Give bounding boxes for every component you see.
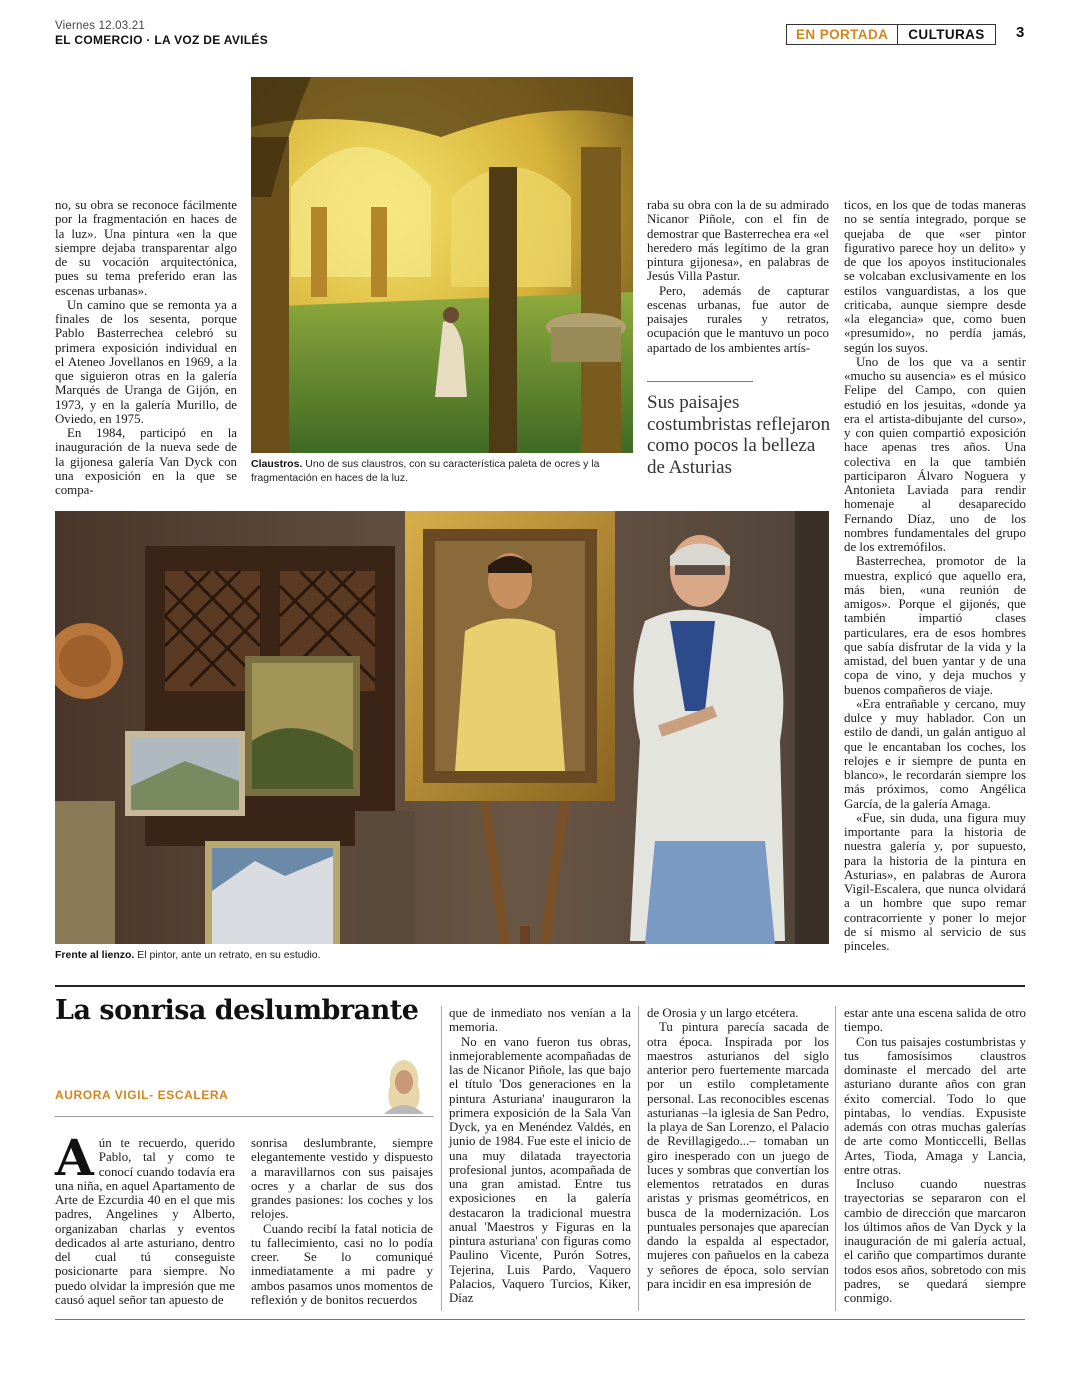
page-bottom-rule [55,1319,1025,1320]
cloister-caption-text: Uno de sus claustros, con su característica paleta de ocres y la fragmentación en haces de la luz. [251,458,600,484]
opinion-col2-paragraph: Cuando recibí la fatal noticia de tu fallecimiento, casi no lo podía creer. Se lo comuniqué inmediatamente a mi padre y ambos pasamos unos momentos de reflexión y de bonitos recuerdos [251,1221,433,1307]
main-article-col1 [55,198,237,497]
byline-rule [55,1116,433,1117]
opinion-col2 [251,1136,433,1307]
opinion-col3-paragraph: No en vano fueron tus obras, inmejorablemente acompañadas de las de Nicanor Piñole, las que bajo el título 'Dos generaciones en la pintura Asturiana' inauguraron la primera exposición de la Sala Van Dyck, ya en Menéndez Valdés, en junio de 1984. Fue este el inicio de una muy dilatada trayectoria profesional juntos, acompañada de una gran amistad. Entre tus exposiciones en la galería destacaron la tradicional muestra anual 'Maestros y Figuras en la pintura asturiana' con figuras como Paulino Vicente, Purón Sotres, Tejerina, Luis Pardo, Vaquero Palacios, Vaquero Turcios, Kiker, Díaz [449,1034,631,1305]
pull-quote: Sus paisajes costumbristas reflejaron como pocos la belleza de Asturias [647,392,831,478]
section-tabs [786,24,996,45]
studio-photo [55,511,829,944]
section-en-portada[interactable]: EN PORTADA [787,25,898,44]
opinion-col2-paragraph: sonrisa deslumbrante, siempre elegantemente vestido y dispuesto a maravillarnos con sus paisajes ocres y a charlar de sus dos grandes pasiones: los coches y los relojes. [251,1136,433,1222]
col1-paragraph: En 1984, participó en la inauguración de la nueva sede de la gijonesa galería Van Dyck con una exposición en la que se compa- [55,426,237,497]
col4-paragraph: Uno de los que va a sentir «mucho su ausencia» es el músico Felipe del Campo, con quien estudió en los jesuitas, «donde ya era el artista-dibujante del curso», y con quien compartió exposición hace apenas tres años. Una colectiva en la que también participaron Álvaro Noguera y Antonieta Laviada para rendir homenaje al desaparecido Fernando Díaz, uno de los nombres fundamentales del grupo de los extremófilos. [844,354,1026,554]
pull-quote-rule [647,381,753,382]
newspaper-name: EL COMERCIO · LA VOZ DE AVILÉS [55,33,269,47]
studio-caption [55,949,829,963]
col4-paragraph: «Fue, sin duda, una figura muy importante para la historia de nuestra galería y, por supuesto, para la historia de la pintura en Asturias», en palabras de Aurora Vigil-Escalera, que nunca olvidará a un hombre que supo remar contracorriente y poner lo mejor de sí mismo al servicio de sus pinceles. [844,810,1026,953]
author-portrait [382,1056,426,1114]
opinion-col1-text: ún te recuerdo, querido Pablo, tal y como te conocí cuando todavía era una niña, en aquel Apartamento de Arte de Ezcurdia 40 en el que mis padres, Angelines y Alberto, organizaban charlas y eventos dedicados al arte asturiano, dentro del cual tú conseguiste posicionarte para siempre. No puedo olvidar la impresión que me causó aquel señor tan apuesto de [55,1136,235,1307]
column-divider [638,1006,639,1311]
col4-paragraph: ticos, en los que de todas maneras no se sentía integrado, porque se quejaba de que «ser pintor figurativo parece hoy un delito» y de que los apoyos institucionales se volcaban exclusivamente en los estilos vanguardistas, a los que criticaba, aunque siempre desde «la elegancia» que, como buen «presumido», no perdía jamás, según los suyos. [844,198,1026,355]
opinion-col4 [647,1006,829,1291]
col1-paragraph: no, su obra se reconoce fácilmente por la fragmentación en haces de la luz». Una pintura «en la que siempre dejaba transparentar algo de su vocación arquitectónica, pues su tema preferido eran las escenas urbanas». [55,198,237,298]
opinion-col5-paragraph: Incluso cuando nuestras trayectorias se separaron con el cambio de dirección que marcaron los últimos años de Van Dyck y la inauguración de mi galería actual, el cariño que compartimos durante todos esos años, sobretodo con mis padres, se quedará siempre conmigo. [844,1177,1026,1305]
opinion-col5 [844,1006,1026,1305]
cloister-caption-lead: Claustros. [251,458,303,470]
col4-paragraph: Basterrechea, promotor de la muestra, explicó que aquello era, más bien, «una reunión de amigos». Porque el gijonés, que también impartió clases particulares, era de esos hombres que sabía disfrutar de la vida y la amistad, del buen yantar y de una copa de vino, y deja muchos y buenos compañeros de viaje. [844,554,1026,697]
cloister-caption [251,458,636,485]
column-divider [835,1006,836,1311]
page-number: 3 [1016,24,1025,41]
studio-caption-lead: Frente al lienzo. [55,949,135,961]
opinion-headline: La sonrisa deslumbrante [55,995,419,1026]
opinion-col4-paragraph: Tu pintura parecía sacada de otra época. Inspirada por los maestros asturianos del siglo anterior pero fuertemente marcada por un estilo completamente personal. Las reconocibles escenas asturianas –la iglesia de San Pedro, la playa de San Lorenzo, el Palacio de Revillagigedo...– tomaban un giro inesperado con un juego de luces y sombras que convertían los elementos retratados en duras aristas y prismas geométricos, en busca de la modernización. Los puntuales personajes que aparecían dando la espalda al espectador, mujeres con pañuelos en la cabeza y señores de época, solo servían para incidir en esa impresión de [647,1020,829,1291]
cloister-painting-photo [251,77,633,453]
column-divider [441,1006,442,1311]
opinion-col4-paragraph: de Orosia y un largo etcétera. [647,1006,799,1020]
section-divider [55,985,1025,987]
main-article-col4 [844,198,1026,953]
col3-paragraph: Pero, además de capturar escenas urbanas, fue autor de paisajes rurales y retratos, ocupación que le mantuvo un poco apartado de los ambientes artís- [647,283,829,355]
opinion-col1-paragraph [55,1128,235,1307]
opinion-col3 [449,1006,631,1305]
opinion-col5-paragraph: Con tus paisajes costumbristas y tus famosísimos claustros dominaste el mercado del arte asturiano durante años con gran éxito comercial. Todo lo que pintabas, lo vendías. Expusiste además con otras muchas galerías de arte como Monticcelli, Bellas Artes, Tioda, Amaga y Lancia, entre otras. [844,1034,1026,1177]
opinion-col3-paragraph: que de inmediato nos venían a la memoria. [449,1006,631,1035]
col4-paragraph: «Era entrañable y cercano, muy dulce y muy hablador. Con un estilo de dandi, un galán antiguo al que le encantaban los coches, los relojes e ir siempre de punta en blanco», le recordarán siempre los más próximos, como Angélica García, de la galería Amaga. [844,696,1026,811]
drop-cap: A [55,1128,94,1187]
section-culturas[interactable]: CULTURAS [908,27,985,42]
studio-caption-text: El pintor, ante un retrato, en su estudio. [137,949,321,961]
col3-paragraph: raba su obra con la de su admirado Nicanor Piñole, con el fin de demostrar que Basterrechea era «el heredero más legítimo de la gran pintura gijonesa», en palabras de Jesús Villa Pastur. [647,198,829,284]
col1-paragraph: Un camino que se remonta ya a finales de los sesenta, porque Pablo Basterrechea celebró su primera exposición individual en el Ateneo Jovellanos en 1969, a la que siguieron otras en la galería Marqués de Uranga de Gijón, en 1973, y en la galería Murillo, de Oviedo, en 1975. [55,297,237,426]
opinion-col1 [55,1128,235,1307]
issue-date: Viernes 12.03.21 [55,20,145,32]
author-byline: AURORA VIGIL- ESCALERA [55,1088,229,1102]
main-article-col3 [647,198,829,355]
opinion-col5-paragraph: estar ante una escena salida de otro tiempo. [844,1006,1026,1035]
